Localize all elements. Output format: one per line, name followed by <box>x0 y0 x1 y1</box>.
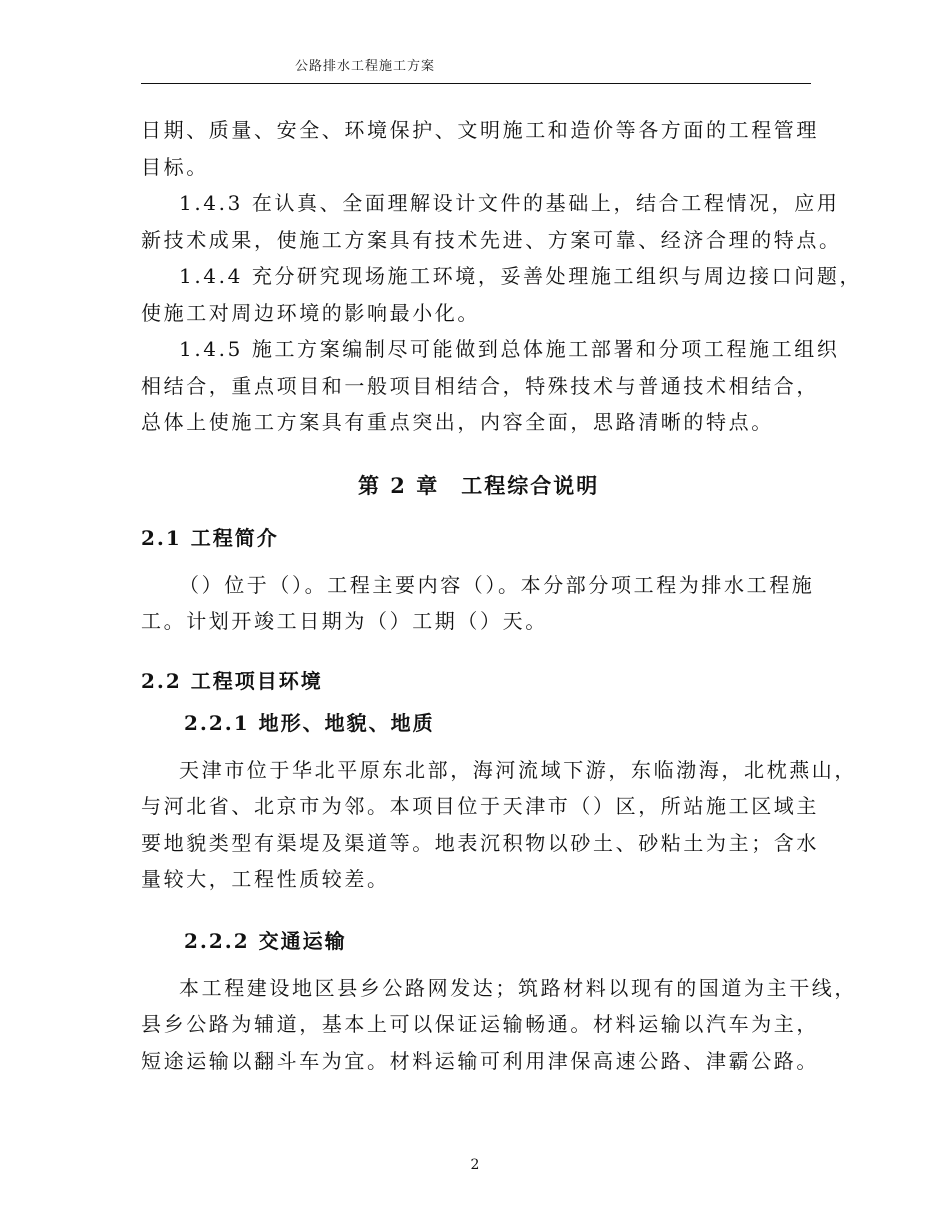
chapter-heading <box>141 471 831 501</box>
section-2-2-1-heading: 2.2.1 地形、地貌、地质 <box>184 710 435 735</box>
chapter-number: 第 2 章 <box>358 472 440 498</box>
section-2-2-2-heading: 2.2.2 交通运输 <box>184 928 347 953</box>
section-2-2-2-paragraph <box>141 970 857 1080</box>
section-2-2-2-line-3: 短途运输以翻斗车为宜。材料运输可利用津保高速公路、津霸公路。 <box>141 1048 819 1073</box>
section-2-1-paragraph <box>141 567 831 640</box>
intro-line-2: 目标。 <box>141 154 209 179</box>
section-2-2-1-line-2: 与河北省、北京市为邻。本项目位于天津市（）区，所站施工区域主 <box>141 794 819 818</box>
intro-line-1: 日期、质量、安全、环境保护、文明施工和造价等各方面的工程管理 <box>141 118 819 142</box>
section-2-2-2-line-2: 县乡公路为辅道，基本上可以保证运输畅通。材料运输以汽车为主， <box>141 1012 819 1036</box>
section-2-2-1-line-1: 天津市位于华北平原东北部，海河流域下游，东临渤海，北枕燕山， <box>179 757 857 782</box>
section-2-2-1-paragraph <box>141 752 857 898</box>
chapter-title: 工程综合说明 <box>461 472 600 498</box>
section-2-1-line-1: （）位于（）。工程主要内容（）。本分部分项工程为排水工程施 <box>179 572 815 597</box>
header-title: 公路排水工程施工方案 <box>295 59 436 74</box>
section-2-1-heading: 2.1 工程简介 <box>141 525 279 550</box>
document-body <box>141 112 863 1079</box>
item-1-4-5 <box>141 331 840 441</box>
item-1-4-5-line-2: 相结合，重点项目和一般项目相结合，特殊技术与普通技术相结合， <box>141 373 819 398</box>
intro-paragraph <box>141 112 831 185</box>
section-2-1-line-2: 工。计划开竣工日期为（）工期（）天。 <box>141 609 548 633</box>
page-header <box>141 55 811 84</box>
section-2-2-2-line-1: 本工程建设地区县乡公路网发达；筑路材料以现有的国道为主干线， <box>179 975 857 1000</box>
item-1-4-4 <box>141 258 863 331</box>
section-2-2-1-line-4: 量较大，工程性质较差。 <box>141 867 390 891</box>
item-1-4-5-line-3: 总体上使施工方案具有重点突出，内容全面，思路清晰的特点。 <box>141 410 774 434</box>
section-2-2-1-line-3: 要地貌类型有渠堤及渠道等。地表沉积物以砂土、砂粘土为主；含水 <box>141 830 819 855</box>
item-1-4-3 <box>141 185 842 258</box>
item-1-4-5-line-1: 1.4.5 施工方案编制尽可能做到总体施工部署和分项工程施工组织 <box>179 337 840 361</box>
item-1-4-4-line-2: 使施工对周边环境的影响最小化。 <box>141 300 480 325</box>
item-1-4-3-line-1: 1.4.3 在认真、全面理解设计文件的基础上，结合工程情况，应用 <box>179 191 840 215</box>
item-1-4-4-line-1: 1.4.4 充分研究现场施工环境，妥善处理施工组织与周边接口问题， <box>179 264 863 288</box>
page-number: 2 <box>470 1157 480 1173</box>
section-2-2-heading: 2.2 工程项目环境 <box>141 668 323 693</box>
item-1-4-3-line-2: 新技术成果，使施工方案具有技术先进、方案可靠、经济合理的特点。 <box>141 227 842 252</box>
